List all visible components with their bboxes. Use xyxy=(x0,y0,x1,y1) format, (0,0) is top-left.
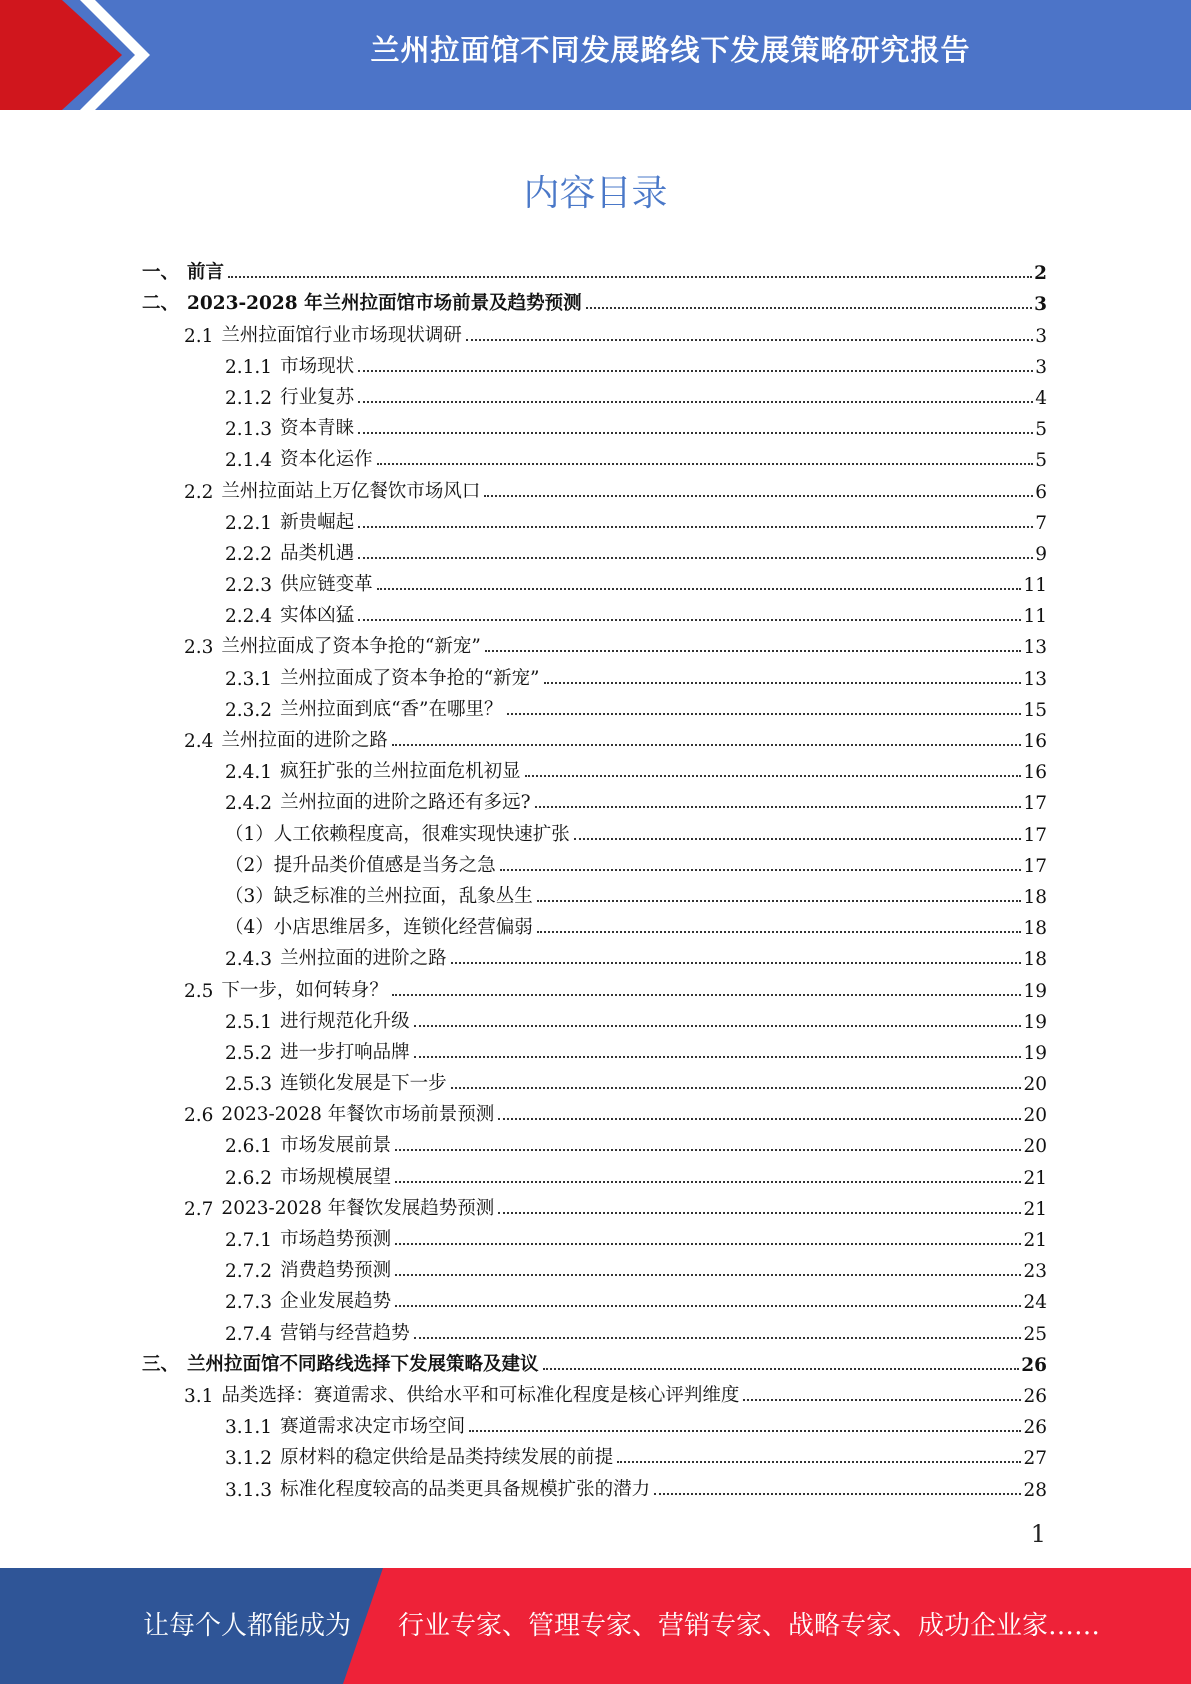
toc-dot-leader xyxy=(358,401,1033,403)
toc-dot-leader xyxy=(537,931,1022,933)
toc-entry[interactable] xyxy=(142,1282,1047,1313)
toc-dot-leader xyxy=(466,339,1033,341)
toc-entry-page: 26 xyxy=(1023,1417,1047,1439)
footer-banner xyxy=(0,1568,1191,1684)
toc-entry-number: 2.7.2 xyxy=(225,1261,273,1283)
toc-entry-title: 市场现状 xyxy=(280,355,355,377)
toc-dot-leader xyxy=(414,1025,1022,1027)
toc-entry-number: 3.1 xyxy=(184,1385,214,1407)
toc-entry[interactable] xyxy=(142,908,1047,939)
toc-entry-title: 前言 xyxy=(187,262,225,284)
toc-entry-number: 2.6 xyxy=(184,1105,214,1127)
toc-dot-leader xyxy=(395,1181,1021,1183)
toc-dot-leader xyxy=(377,588,1022,590)
header-banner xyxy=(0,0,1191,110)
toc-entry-number: 一、 xyxy=(142,262,180,284)
toc-entry-page: 19 xyxy=(1023,1011,1047,1033)
toc-entry-page: 28 xyxy=(1023,1479,1047,1501)
toc-title: 内容目录 xyxy=(523,173,668,214)
toc-entry-page: 17 xyxy=(1023,793,1047,815)
toc-entry-title: 疯狂扩张的兰州拉面危机初显 xyxy=(280,761,521,783)
toc-entry-title: 兰州拉面的进阶之路 xyxy=(221,730,388,751)
toc-entry-page: 19 xyxy=(1023,980,1047,1002)
toc-entry-number: 2.5 xyxy=(184,980,214,1002)
toc-entry[interactable] xyxy=(142,752,1047,783)
toc-entry-page: 2 xyxy=(1034,263,1047,285)
toc-entry-number: 2.4.1 xyxy=(225,762,273,784)
toc-entry-number: 2.4.3 xyxy=(225,949,273,971)
toc-entry[interactable] xyxy=(142,783,1047,814)
toc-dot-leader xyxy=(395,1243,1021,1245)
toc-entry-number: 2.5.2 xyxy=(225,1042,273,1064)
toc-entry-title: 新贵崛起 xyxy=(280,511,355,533)
toc-entry-number: 2.3.1 xyxy=(225,668,273,690)
toc-entry-page: 26 xyxy=(1021,1354,1047,1376)
toc-dot-leader xyxy=(395,1305,1021,1307)
toc-entry-number: 3.1.1 xyxy=(225,1417,273,1439)
toc-entry-title: 连锁化发展是下一步 xyxy=(280,1073,447,1095)
toc-dot-leader xyxy=(617,1461,1021,1463)
toc-entry[interactable] xyxy=(142,315,1047,346)
toc-dot-leader xyxy=(228,276,1032,278)
toc-dot-leader xyxy=(537,900,1022,902)
toc-entry-title: 进行规范化升级 xyxy=(280,1010,410,1032)
toc-entry-page: 18 xyxy=(1023,949,1047,971)
toc-entry-number: （4） xyxy=(225,917,274,939)
toc-entry-title: 兰州拉面到底“香”在哪里？ xyxy=(280,698,503,720)
toc-dot-leader xyxy=(654,1493,1021,1495)
red-arrow-shape xyxy=(0,0,150,110)
toc-entry-number: （1） xyxy=(225,823,274,845)
toc-entry[interactable] xyxy=(142,534,1047,565)
toc-entry-title: 兰州拉面成了资本争抢的“新宠” xyxy=(221,636,481,658)
toc-entry-number: 2.3 xyxy=(184,637,214,659)
toc-entry-title: 供应链变革 xyxy=(280,574,373,596)
toc-entry-title: 提升品类价值感是当务之急 xyxy=(273,854,496,876)
toc-entry-page: 5 xyxy=(1035,450,1047,472)
toc-entry-page: 23 xyxy=(1023,1261,1047,1283)
toc-entry-title: 兰州拉面馆行业市场现状调研 xyxy=(221,324,462,346)
toc-entry-page: 7 xyxy=(1035,512,1047,534)
toc-entry[interactable] xyxy=(142,1220,1047,1251)
toc-entry-number: 2.2.2 xyxy=(225,543,273,565)
toc-entry[interactable] xyxy=(142,846,1047,877)
toc-entry-page: 9 xyxy=(1035,543,1047,565)
toc-entry-page: 17 xyxy=(1023,855,1047,877)
toc-entry-page: 20 xyxy=(1023,1105,1047,1127)
toc-entry[interactable] xyxy=(142,284,1047,315)
toc-entry-number: 2.5.1 xyxy=(225,1011,273,1033)
toc-entry[interactable] xyxy=(142,596,1047,627)
toc-entry-page: 3 xyxy=(1035,325,1047,347)
toc-entry-number: 2.1.2 xyxy=(225,387,273,409)
toc-entry-title: 品类选择：赛道需求、供给水平和可标准化程度是核心评判维度 xyxy=(221,1384,740,1406)
toc-entry[interactable] xyxy=(142,253,1047,284)
report-title: 兰州拉面馆不同发展路线下发展策略研究报告 xyxy=(370,33,971,67)
toc-dot-leader xyxy=(574,838,1022,840)
toc-entry-number: 2.4.2 xyxy=(225,793,273,815)
toc-entry-title: 兰州拉面的进阶之路还有多远? xyxy=(280,792,531,814)
toc-entry-page: 5 xyxy=(1035,419,1047,441)
toc-entry[interactable] xyxy=(142,1189,1047,1220)
toc-entry-page: 21 xyxy=(1023,1167,1047,1189)
toc-entry-number: 2.2.3 xyxy=(225,575,273,597)
toc-entry[interactable] xyxy=(142,690,1047,721)
toc-entry[interactable] xyxy=(142,939,1047,970)
toc-entry-number: （3） xyxy=(225,885,274,907)
toc-entry-title: 实体凶猛 xyxy=(280,605,355,627)
toc-entry-number: 2.6.1 xyxy=(225,1136,273,1158)
toc-entry-page: 26 xyxy=(1023,1385,1047,1407)
toc-entry[interactable] xyxy=(142,658,1047,689)
toc-entry[interactable] xyxy=(142,1469,1047,1500)
toc-entry-page: 19 xyxy=(1023,1042,1047,1064)
toc-entry-page: 18 xyxy=(1023,918,1047,940)
toc-dot-leader xyxy=(469,1430,1021,1432)
toc-entry-title: 市场发展前景 xyxy=(280,1135,392,1157)
toc-entry-number: 2.3.2 xyxy=(225,699,273,721)
toc-entry-title: 行业复苏 xyxy=(280,386,355,408)
toc-entry-page: 16 xyxy=(1023,762,1047,784)
toc-entry-number: 2.7.4 xyxy=(225,1323,273,1345)
toc-entry[interactable] xyxy=(142,1407,1047,1438)
toc-dot-leader xyxy=(392,994,1022,996)
toc-entry[interactable] xyxy=(142,1002,1047,1033)
table-of-contents xyxy=(142,253,1047,1501)
toc-dot-leader xyxy=(358,526,1033,528)
toc-entry-number: 2.1.3 xyxy=(225,419,273,441)
toc-dot-leader xyxy=(485,650,1022,652)
toc-entry[interactable] xyxy=(142,471,1047,502)
toc-dot-leader xyxy=(377,463,1034,465)
toc-dot-leader xyxy=(414,1056,1022,1058)
toc-entry-page: 15 xyxy=(1023,699,1047,721)
toc-entry-title: 营销与经营趋势 xyxy=(280,1322,410,1344)
toc-dot-leader xyxy=(451,962,1022,964)
toc-entry-title: 人工依赖程度高，很难实现快速扩张 xyxy=(273,823,570,845)
toc-dot-leader xyxy=(743,1399,1021,1401)
page-number: 1 xyxy=(1030,1520,1046,1548)
toc-entry-title: 小店思维居多，连锁化经营偏弱 xyxy=(273,917,533,939)
toc-entry-page: 11 xyxy=(1023,575,1047,597)
toc-dot-leader xyxy=(395,1274,1021,1276)
toc-entry-number: 2.2 xyxy=(184,481,214,503)
toc-entry-number: 2.7.3 xyxy=(225,1292,273,1314)
footer-slogan-left: 让每个人都能成为 xyxy=(143,1611,352,1641)
toc-entry[interactable] xyxy=(142,814,1047,845)
toc-entry[interactable] xyxy=(142,1157,1047,1188)
toc-entry-page: 17 xyxy=(1023,824,1047,846)
toc-entry-page: 3 xyxy=(1035,356,1047,378)
toc-dot-leader xyxy=(451,1087,1022,1089)
toc-entry-title: 品类机遇 xyxy=(280,542,355,564)
toc-entry-number: 2.7.1 xyxy=(225,1230,273,1251)
toc-dot-leader xyxy=(525,775,1022,777)
toc-entry-title: 标准化程度较高的品类更具备规模扩张的潜力 xyxy=(280,1478,651,1500)
toc-entry-page: 21 xyxy=(1023,1198,1047,1220)
toc-entry-page: 3 xyxy=(1034,294,1047,316)
toc-dot-leader xyxy=(358,432,1033,434)
toc-entry[interactable] xyxy=(142,347,1047,378)
toc-entry-page: 20 xyxy=(1023,1136,1047,1158)
toc-entry-title: 2023-2028 年餐饮市场前景预测 xyxy=(221,1104,495,1126)
toc-entry-title: 兰州拉面成了资本争抢的“新宠” xyxy=(280,667,540,689)
toc-dot-leader xyxy=(358,557,1033,559)
toc-entry-number: 2.4 xyxy=(184,731,214,752)
toc-entry-page: 27 xyxy=(1023,1448,1047,1470)
toc-entry-title: 市场规模展望 xyxy=(280,1166,392,1188)
toc-entry-page: 18 xyxy=(1023,886,1047,908)
toc-entry-number: 2.7 xyxy=(184,1198,214,1220)
toc-entry-number: 3.1.2 xyxy=(225,1448,273,1470)
toc-entry-title: 兰州拉面馆不同路线选择下发展策略及建议 xyxy=(187,1353,539,1375)
footer-slogan-right: 行业专家、管理专家、营销专家、战略专家、成功企业家…… xyxy=(398,1611,1101,1641)
toc-entry-title: 2023-2028 年餐饮发展趋势预测 xyxy=(221,1197,495,1219)
toc-entry[interactable] xyxy=(142,503,1047,534)
toc-entry-page: 6 xyxy=(1035,481,1047,503)
toc-entry-title: 缺乏标准的兰州拉面，乱象丛生 xyxy=(273,885,533,907)
toc-dot-leader xyxy=(586,307,1033,309)
toc-dot-leader xyxy=(395,1149,1021,1151)
toc-entry[interactable] xyxy=(142,1064,1047,1095)
toc-entry-title: 下一步，如何转身？ xyxy=(221,979,388,1001)
toc-entry[interactable] xyxy=(142,440,1047,471)
toc-entry-number: 2.2.4 xyxy=(225,606,273,628)
toc-dot-leader xyxy=(414,1337,1022,1339)
toc-entry-title: 市场趋势预测 xyxy=(280,1229,392,1250)
toc-entry-number: 三、 xyxy=(142,1353,180,1375)
toc-dot-leader xyxy=(544,682,1022,684)
toc-entry[interactable] xyxy=(142,721,1047,752)
toc-entry[interactable] xyxy=(142,627,1047,658)
toc-entry-number: 2.6.2 xyxy=(225,1167,273,1189)
toc-entry[interactable] xyxy=(142,970,1047,1001)
toc-entry-number: （2） xyxy=(225,854,274,876)
toc-entry[interactable] xyxy=(142,1438,1047,1469)
toc-entry-number: 2.5.3 xyxy=(225,1074,273,1096)
toc-entry-page: 13 xyxy=(1023,668,1047,690)
toc-entry[interactable] xyxy=(142,1095,1047,1126)
toc-dot-leader xyxy=(535,806,1022,808)
toc-dot-leader xyxy=(358,619,1021,621)
toc-entry[interactable] xyxy=(142,409,1047,440)
toc-entry-number: 2.2.1 xyxy=(225,512,273,534)
toc-entry[interactable] xyxy=(142,1376,1047,1407)
toc-entry-number: 3.1.3 xyxy=(225,1479,273,1501)
toc-dot-leader xyxy=(358,370,1033,372)
toc-entry-page: 4 xyxy=(1035,387,1047,409)
toc-entry-title: 资本化运作 xyxy=(280,449,373,471)
toc-entry-title: 资本青睐 xyxy=(280,418,355,440)
toc-entry-title: 消费趋势预测 xyxy=(280,1260,392,1282)
toc-entry[interactable] xyxy=(142,378,1047,409)
toc-entry-page: 25 xyxy=(1023,1323,1047,1345)
toc-entry-number: 2.1 xyxy=(184,325,214,347)
toc-entry-page: 11 xyxy=(1023,606,1047,628)
toc-dot-leader xyxy=(507,713,1022,715)
toc-entry-title: 2023-2028 年兰州拉面馆市场前景及趋势预测 xyxy=(187,293,582,315)
toc-entry[interactable] xyxy=(142,877,1047,908)
toc-entry[interactable] xyxy=(142,565,1047,596)
toc-dot-leader xyxy=(498,1212,1021,1214)
toc-entry[interactable] xyxy=(142,1251,1047,1282)
toc-entry-title: 企业发展趋势 xyxy=(280,1291,392,1313)
toc-entry-title: 原材料的稳定供给是品类持续发展的前提 xyxy=(280,1447,614,1469)
toc-entry-number: 二、 xyxy=(142,293,180,315)
toc-entry-title: 进一步打响品牌 xyxy=(280,1041,410,1063)
toc-entry-title: 赛道需求决定市场空间 xyxy=(280,1416,466,1438)
toc-entry-page: 24 xyxy=(1023,1292,1047,1314)
toc-dot-leader xyxy=(500,869,1022,871)
toc-dot-leader xyxy=(484,495,1033,497)
toc-entry-title: 兰州拉面站上万亿餐饮市场风口 xyxy=(221,480,481,502)
toc-entry-number: 2.1.4 xyxy=(225,450,273,472)
toc-entry[interactable] xyxy=(142,1033,1047,1064)
toc-entry-title: 兰州拉面的进阶之路 xyxy=(280,948,447,970)
toc-entry-number: 2.1.1 xyxy=(225,356,273,378)
toc-dot-leader xyxy=(498,1118,1021,1120)
toc-entry-page: 13 xyxy=(1023,637,1047,659)
toc-entry[interactable] xyxy=(142,1126,1047,1157)
toc-dot-leader xyxy=(543,1368,1020,1370)
toc-entry-page: 21 xyxy=(1023,1230,1047,1251)
toc-entry-page: 16 xyxy=(1023,731,1047,752)
toc-entry-page: 20 xyxy=(1023,1074,1047,1096)
toc-entry[interactable] xyxy=(142,1313,1047,1344)
toc-entry[interactable] xyxy=(142,1345,1047,1376)
toc-dot-leader xyxy=(392,744,1022,746)
